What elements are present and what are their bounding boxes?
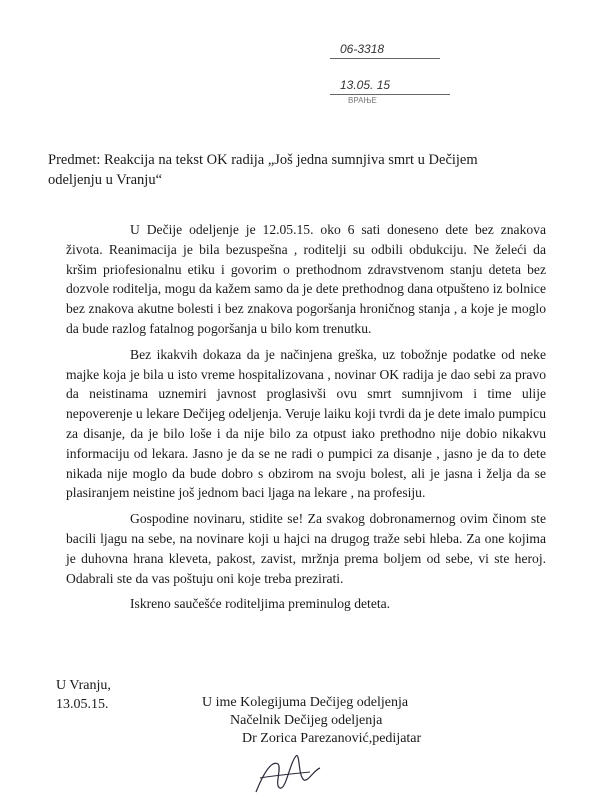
reception-stamp — [300, 14, 490, 104]
stamp-underline-number — [330, 58, 440, 59]
handwritten-signature — [250, 742, 330, 798]
signatory-line-3: Dr Zorica Parezanović,pedijatar — [242, 731, 422, 746]
signatory-line-1: U ime Kolegijuma Dečijeg odeljenja — [202, 695, 409, 710]
subject-line-1: Predmet: Reakcija na tekst OK radija „Još jedna sumnjiva smrt u Dečijem — [48, 152, 478, 168]
place-city: U Vranju, — [56, 678, 111, 693]
letter-subject — [48, 150, 548, 190]
stamp-city: ВРАЊЕ — [348, 96, 377, 105]
body-paragraph-2: Bez ikakvih dokaza da je načinjena greška, uz tobožnje podatke od neke majke koja je bila u isto vreme hospitalizovana , novinar OK radija je dao sebi za pravo da neistinama uznemiri javnost proglasivši ovu smrt sumnjivom i time ulije nepoverenje u lekare Dečijeg odeljenja. Veruje laiku koji tvrdi da je dete imalo pumpicu za disanje, da je bilo loše i da nije bilo za otpust iako prethodno nije dobio nikakvu informaciju od lekara. Jasno je da se ne radi o pumpici za disanje , jasno je da to dete nikada nije moglo da bude dobro s obzirom na svoju bolest, ali je jasna i želja da se plasiranjem neistine još jednom baci ljaga na lekare , na profesiju. — [66, 346, 546, 501]
body-paragraph-condolences: Iskreno saučešće roditeljima preminulog deteta. — [130, 596, 391, 612]
place-date: 13.05.15. — [56, 697, 109, 712]
place-and-date — [56, 676, 111, 714]
subject-line-2: odeljenju u Vranju“ — [48, 172, 163, 188]
letter-body — [66, 220, 546, 620]
body-paragraph-1: U Dečije odeljenje je 12.05.15. oko 6 sati doneseno dete bez znakova života. Reanimacija je bila bezuspešna , roditelji su odbili obdukciju. Ne želeći da kršim priofesionalnu etiku i govorim o prethodnom zdravstvenom stanju deteta bez dozvole roditelja, mogu da kažem samo da je dete prethodnog dana otpušteno iz bolnice bez znakova akutne bolesti i bez znakova pogoršanja hroničnog stanja , a koje je moglo da bude razlog fatalnog pogoršanja u bilo kom trenutku. — [66, 222, 546, 336]
signatory-line-2: Načelnik Dečijeg odeljenja — [230, 713, 383, 728]
stamp-number: 06-3318 — [340, 42, 385, 56]
stamp-underline-date — [330, 94, 450, 95]
stamp-date: 13.05. 15 — [340, 78, 391, 92]
signature-block — [202, 694, 502, 748]
body-paragraph-3: Gospodine novinaru, stidite se! Za svakog dobronamernog ovim činom ste bacili ljagu na sebe, na novinare koji u hajci na drugog traže sebi hleba. Za one kojima je duhovna hrana kleveta, pakost, zavist, mržnja prema boljem od sebe, vi ste heroj. Odabrali ste da vas poštuju oni koje treba prezirati. — [66, 511, 546, 586]
